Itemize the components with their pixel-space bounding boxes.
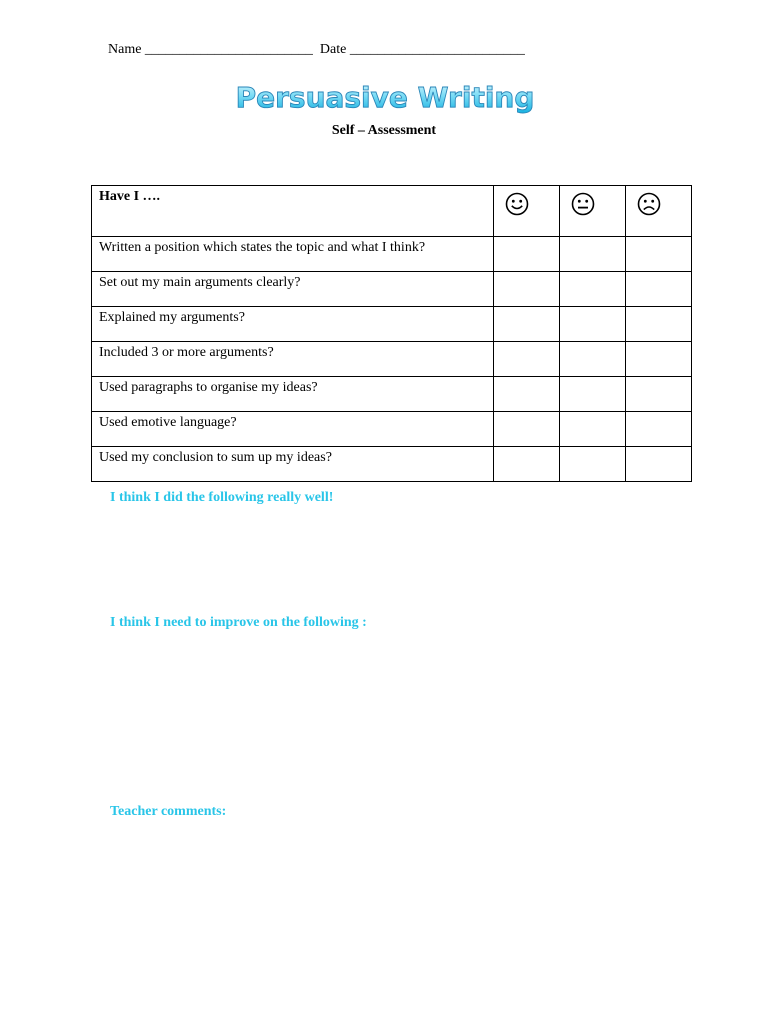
question-text: Used emotive language? bbox=[92, 412, 494, 447]
question-text: Used my conclusion to sum up my ideas? bbox=[92, 447, 494, 482]
question-text: Included 3 or more arguments? bbox=[92, 342, 494, 377]
self-assessment-table bbox=[91, 185, 692, 482]
table-row bbox=[92, 307, 692, 342]
smiling-face-icon bbox=[505, 192, 529, 216]
neutral-face-icon bbox=[571, 192, 595, 216]
improve-heading: I think I need to improve on the following : bbox=[110, 615, 367, 630]
face-header-smile bbox=[494, 186, 560, 237]
did-well-heading: I think I did the following really well! bbox=[110, 490, 334, 505]
have-i-label: Have I …. bbox=[92, 186, 494, 237]
rating-cell-sad[interactable] bbox=[626, 377, 692, 412]
rating-cell-neutral[interactable] bbox=[560, 377, 626, 412]
question-text: Written a position which states the topic and what I think? bbox=[92, 237, 494, 272]
table-row bbox=[92, 272, 692, 307]
name-date-line: Name ________________________ Date _________________________ bbox=[108, 42, 525, 57]
rating-cell-neutral[interactable] bbox=[560, 447, 626, 482]
rating-cell-sad[interactable] bbox=[626, 447, 692, 482]
title-banner bbox=[195, 78, 575, 118]
banner-title: Persuasive Writing bbox=[235, 81, 535, 114]
rating-cell-sad[interactable] bbox=[626, 342, 692, 377]
rating-cell-happy[interactable] bbox=[494, 307, 560, 342]
rating-cell-neutral[interactable] bbox=[560, 307, 626, 342]
table-header-row bbox=[92, 186, 692, 237]
rating-cell-sad[interactable] bbox=[626, 237, 692, 272]
question-text: Explained my arguments? bbox=[92, 307, 494, 342]
rating-cell-neutral[interactable] bbox=[560, 237, 626, 272]
rating-cell-happy[interactable] bbox=[494, 412, 560, 447]
rating-cell-sad[interactable] bbox=[626, 412, 692, 447]
rating-cell-neutral[interactable] bbox=[560, 412, 626, 447]
rating-cell-neutral[interactable] bbox=[560, 272, 626, 307]
face-header-neutral bbox=[560, 186, 626, 237]
rating-cell-happy[interactable] bbox=[494, 237, 560, 272]
rating-cell-neutral[interactable] bbox=[560, 342, 626, 377]
table-row bbox=[92, 237, 692, 272]
table-row bbox=[92, 412, 692, 447]
face-header-frown bbox=[626, 186, 692, 237]
question-text: Set out my main arguments clearly? bbox=[92, 272, 494, 307]
question-text: Used paragraphs to organise my ideas? bbox=[92, 377, 494, 412]
rating-cell-happy[interactable] bbox=[494, 377, 560, 412]
subtitle: Self – Assessment bbox=[331, 123, 437, 138]
rating-cell-sad[interactable] bbox=[626, 307, 692, 342]
table-row bbox=[92, 447, 692, 482]
rating-cell-sad[interactable] bbox=[626, 272, 692, 307]
table-row bbox=[92, 342, 692, 377]
rating-cell-happy[interactable] bbox=[494, 342, 560, 377]
rating-cell-happy[interactable] bbox=[494, 272, 560, 307]
rating-cell-happy[interactable] bbox=[494, 447, 560, 482]
table-row bbox=[92, 377, 692, 412]
teacher-comments-heading: Teacher comments: bbox=[110, 804, 227, 819]
frowning-face-icon bbox=[637, 192, 661, 216]
